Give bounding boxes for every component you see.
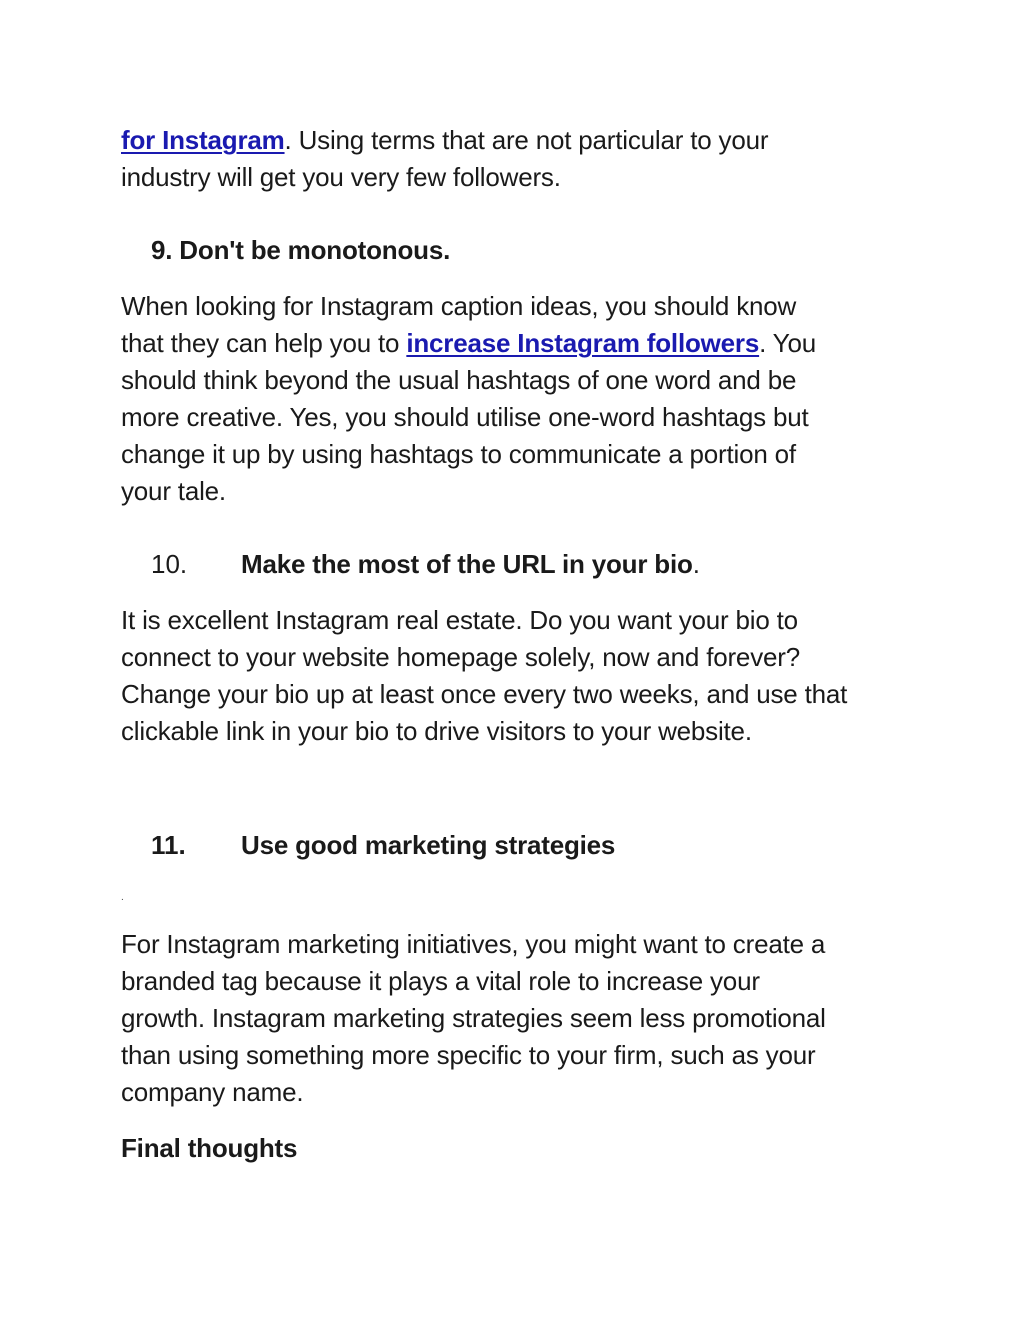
for-instagram-link[interactable]: for Instagram [121,125,285,155]
paragraph-line: change it up by using hashtags to communicate a portion of [121,439,796,469]
paragraph-line: Change your bio up at least once every two weeks, and use that [121,679,848,709]
paragraph-line: your tale. [121,476,226,506]
paragraph-text: . You [759,328,816,358]
paragraph-line: than using something more specific to your firm, such as your [121,1040,816,1070]
paragraph-line: growth. Instagram marketing strategies seem less promotional [121,1003,826,1033]
paragraph-marketing [121,926,911,1111]
heading-10-suffix: . [692,549,700,579]
paragraph-line [121,122,911,159]
paragraph-line [121,325,911,362]
heading-9: 9. Don't be monotonous. [151,235,451,265]
paragraph-line: connect to your website homepage solely, now and forever? [121,642,800,672]
paragraph-line: industry will get you very few followers. [121,162,561,192]
paragraph-line: It is excellent Instagram real estate. Do you want your bio to [121,605,798,635]
paragraph-line: When looking for Instagram caption ideas, you should know [121,291,797,321]
heading-10 [241,546,700,583]
paragraph-line: For Instagram marketing initiatives, you might want to create a [121,929,826,959]
paragraph-monotonous [121,288,911,510]
paragraph-line: should think beyond the usual hashtags of one word and be [121,365,797,395]
heading-11-number: 11. [151,830,186,860]
increase-instagram-followers-link[interactable]: increase Instagram followers [406,328,760,358]
paragraph-line: branded tag because it plays a vital role to increase your [121,966,760,996]
heading-10-number: 10. [151,549,188,579]
paragraph-line: more creative. Yes, you should utilise one-word hashtags but [121,402,809,432]
paragraph-line: clickable link in your bio to drive visitors to your website. [121,716,752,746]
stray-dot: . [121,892,124,903]
paragraph-bio-url [121,602,911,750]
heading-10-text: Make the most of the URL in your bio [241,549,693,579]
paragraph-text: . Using terms that are not particular to your [284,125,769,155]
heading-final-thoughts: Final thoughts [121,1133,298,1163]
paragraph-intro [121,122,911,196]
heading-11: Use good marketing strategies [241,830,616,860]
paragraph-text: that they can help you to [121,328,407,358]
paragraph-line: company name. [121,1077,304,1107]
